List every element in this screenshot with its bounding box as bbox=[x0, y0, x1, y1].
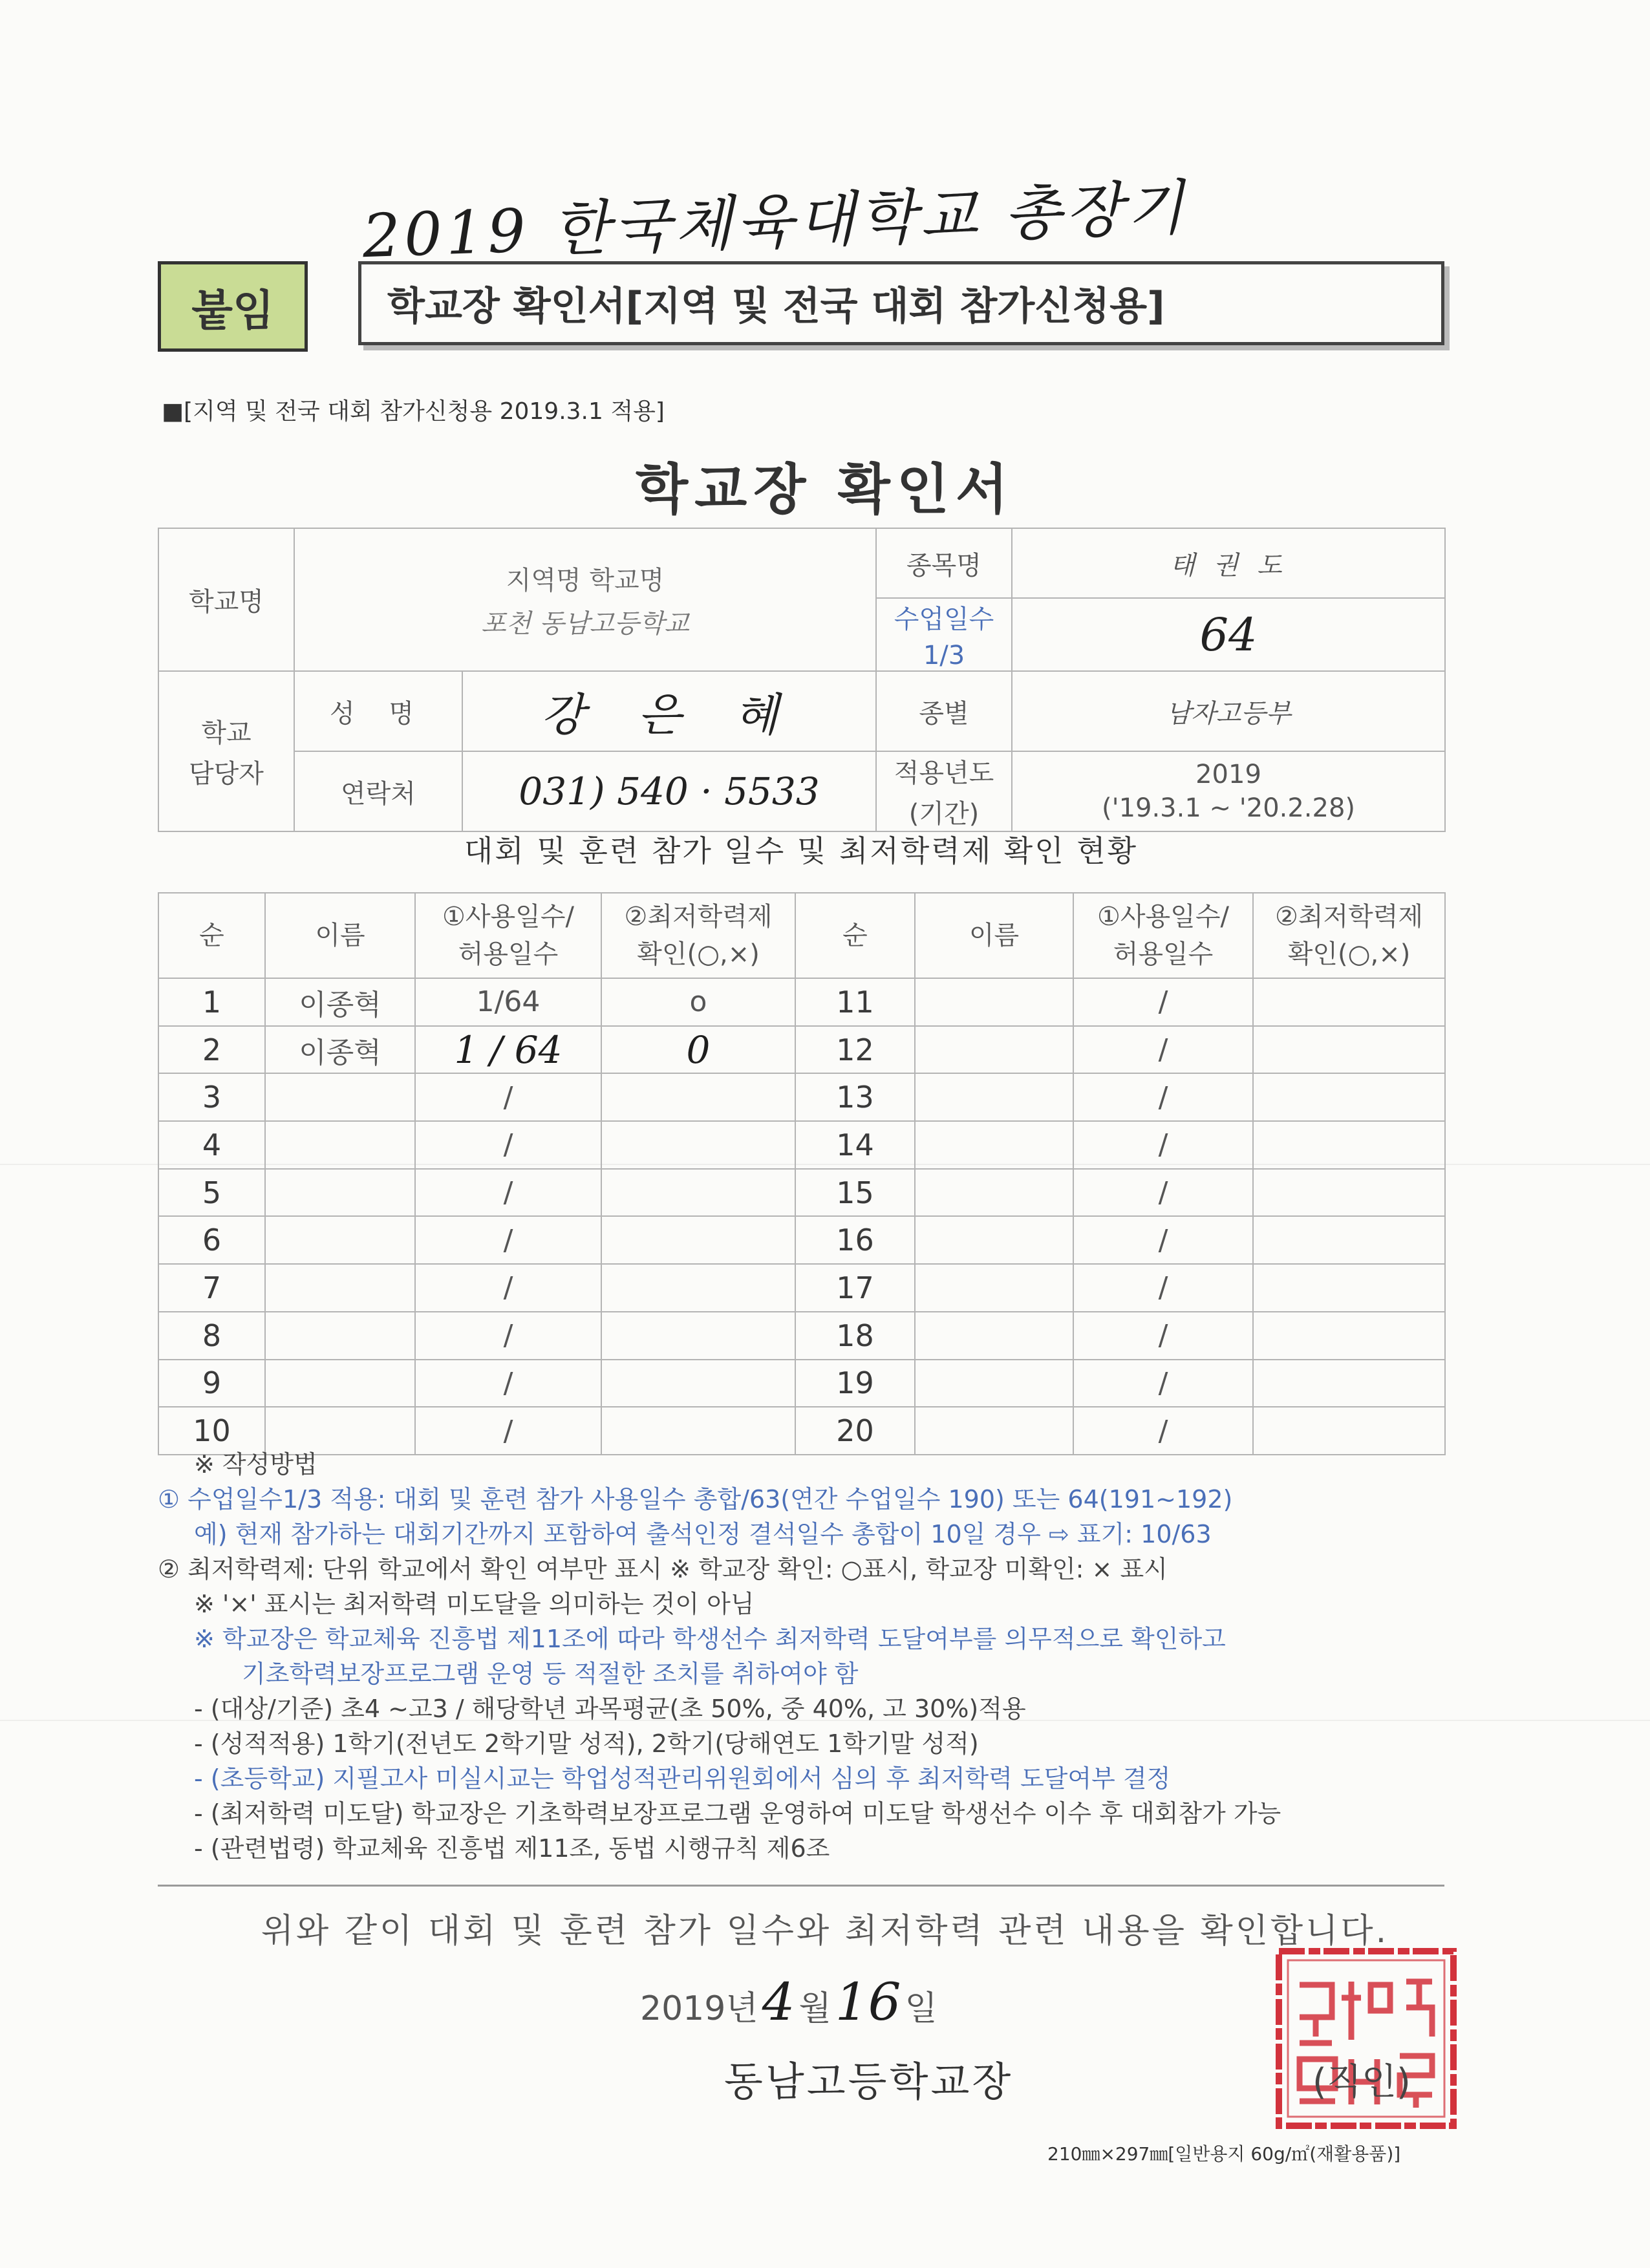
year-label-text: 적용년도 bbox=[894, 758, 994, 788]
row-used-days: / bbox=[415, 1264, 601, 1312]
handwritten-title: 2019 한국체육대학교 총장기 bbox=[361, 173, 1190, 272]
instruction-line: ※ '×' 표시는 최저학력 미도달을 의미하는 것이 아님 bbox=[194, 1590, 755, 1618]
row-used-days: / bbox=[415, 1407, 601, 1455]
principal-signature: 동남고등학교장 bbox=[724, 2058, 1014, 2105]
row-used-days: / bbox=[415, 1121, 601, 1169]
row-min-academic bbox=[1253, 1360, 1445, 1407]
school-cell bbox=[294, 528, 876, 671]
row-min-academic bbox=[601, 1169, 795, 1217]
row-seq: 5 bbox=[158, 1169, 265, 1217]
table-row bbox=[158, 1216, 1445, 1264]
manager-name-value: 강 은 혜 bbox=[462, 671, 876, 751]
row-seq: 7 bbox=[158, 1264, 265, 1312]
category-label: 종별 bbox=[876, 671, 1012, 751]
paper-spec-note: 210㎜×297㎜[일반용지 60g/㎡(재활용품)] bbox=[1047, 2143, 1401, 2165]
row-name bbox=[915, 1216, 1073, 1264]
date-year: 2019년 bbox=[640, 1989, 758, 2028]
year-cell bbox=[1012, 751, 1445, 831]
row-min-academic bbox=[1253, 1121, 1445, 1169]
row-seq: 14 bbox=[795, 1121, 915, 1169]
row-min-academic bbox=[1253, 1216, 1445, 1264]
row-min-academic bbox=[601, 1360, 795, 1407]
table-row bbox=[158, 1360, 1445, 1407]
row-name bbox=[265, 1312, 415, 1360]
row-seq: 17 bbox=[795, 1264, 915, 1312]
col-used-days-1: ①사용일수/ bbox=[442, 902, 574, 932]
row-used-days: / bbox=[415, 1360, 601, 1407]
row-seq: 3 bbox=[158, 1073, 265, 1121]
row-min-academic bbox=[601, 1216, 795, 1264]
row-seq: 19 bbox=[795, 1360, 915, 1407]
info-table bbox=[158, 528, 1446, 832]
col-used-days-2: 허용일수 bbox=[1113, 939, 1214, 969]
row-name bbox=[915, 1073, 1073, 1121]
row-min-academic bbox=[1253, 1312, 1445, 1360]
row-used-days: / bbox=[1073, 1169, 1253, 1217]
table-row bbox=[158, 1073, 1445, 1121]
instruction-line: - (초등학교) 지필고사 미실시교는 학업성적관리위원회에서 심의 후 최저학력 도달여부 결정 bbox=[194, 1764, 1171, 1793]
row-name: 이종혁 bbox=[265, 1026, 415, 1074]
col-name: 이름 bbox=[265, 893, 415, 978]
instruction-line: ② 최저학력제: 단위 학교에서 확인 여부만 표시 ※ 학교장 확인: ○표시, 학교장 미확인: × 표시 bbox=[158, 1555, 1168, 1583]
row-name bbox=[265, 1360, 415, 1407]
col-used-days bbox=[415, 893, 601, 978]
summary-title: 대회 및 훈련 참가 일수 및 최저학력제 확인 현황 bbox=[464, 833, 1139, 868]
row-used-days: / bbox=[415, 1073, 601, 1121]
row-name: 이종혁 bbox=[265, 978, 415, 1026]
table-row bbox=[158, 1026, 1445, 1074]
row-name bbox=[915, 1360, 1073, 1407]
applicability-note: ■[지역 및 전국 대회 참가신청용 2019.3.1 적용] bbox=[162, 398, 665, 425]
attachment-badge: 붙임 bbox=[158, 261, 308, 352]
school-label: 학교명 bbox=[158, 528, 294, 671]
col-name: 이름 bbox=[915, 893, 1073, 978]
row-seq: 12 bbox=[795, 1026, 915, 1074]
row-used-days: 1 / 64 bbox=[415, 1026, 601, 1074]
class-days-text: 수업일수 bbox=[894, 604, 994, 634]
row-used-days: / bbox=[1073, 1026, 1253, 1074]
page-title: 학교장 확인서 bbox=[635, 458, 1015, 521]
row-min-academic bbox=[1253, 1169, 1445, 1217]
row-seq: 18 bbox=[795, 1312, 915, 1360]
row-used-days: 1/64 bbox=[415, 978, 601, 1026]
date-day: 16 bbox=[835, 1972, 901, 2032]
row-name bbox=[915, 1026, 1073, 1074]
row-used-days: / bbox=[1073, 1264, 1253, 1312]
instruction-line: ① 수업일수1/3 적용: 대회 및 훈련 참가 사용일수 총합/63(연간 수업일수 190) 또는 64(191~192) bbox=[158, 1485, 1233, 1514]
manager-label bbox=[158, 671, 294, 831]
seal-label: (직인) bbox=[1312, 2061, 1411, 2103]
row-seq: 10 bbox=[158, 1407, 265, 1455]
row-seq: 15 bbox=[795, 1169, 915, 1217]
row-name bbox=[915, 1264, 1073, 1312]
year-label-sub: (기간) bbox=[908, 799, 980, 829]
class-days-label bbox=[876, 598, 1012, 671]
date-day-unit: 일 bbox=[905, 1989, 938, 2028]
instruction-line: - (성적적용) 1학기(전년도 2학기말 성적), 2학기(당해연도 1학기말 성적) bbox=[194, 1729, 979, 1758]
date-month: 4 bbox=[762, 1972, 795, 2032]
year-value: 2019 bbox=[1195, 760, 1261, 789]
row-used-days: / bbox=[415, 1312, 601, 1360]
event-label: 종목명 bbox=[876, 528, 1012, 598]
row-min-academic bbox=[1253, 1026, 1445, 1074]
row-min-academic: o bbox=[601, 978, 795, 1026]
col-min-academic bbox=[601, 893, 795, 978]
row-name bbox=[915, 978, 1073, 1026]
school-hint: 지역명 학교명 bbox=[506, 565, 665, 595]
row-name bbox=[915, 1312, 1073, 1360]
confirmation-statement: 위와 같이 대회 및 훈련 참가 일수와 최저학력 관련 내용을 확인합니다. bbox=[261, 1912, 1389, 1951]
row-used-days: / bbox=[1073, 978, 1253, 1026]
row-seq: 13 bbox=[795, 1073, 915, 1121]
row-used-days: / bbox=[1073, 1312, 1253, 1360]
date-line bbox=[640, 1972, 938, 2032]
instruction-line: - (관련법령) 학교체육 진흥법 제11조, 동법 시행규칙 제6조 bbox=[194, 1834, 830, 1863]
table-row bbox=[158, 1121, 1445, 1169]
table-row bbox=[158, 1169, 1445, 1217]
instruction-line: 기초학력보장프로그램 운영 등 적절한 조치를 취하여야 함 bbox=[242, 1660, 859, 1688]
name-label: 성 명 bbox=[294, 671, 462, 751]
col-min-academic bbox=[1253, 893, 1445, 978]
col-min-academic-2: 확인(○,×) bbox=[637, 939, 760, 969]
row-seq: 11 bbox=[795, 978, 915, 1026]
instructions-heading: ※ 작성방법 bbox=[194, 1450, 317, 1479]
class-days-value: 64 bbox=[1012, 598, 1445, 671]
row-name bbox=[265, 1121, 415, 1169]
contact-label: 연락처 bbox=[294, 751, 462, 831]
row-seq: 8 bbox=[158, 1312, 265, 1360]
row-name bbox=[265, 1216, 415, 1264]
row-used-days: / bbox=[415, 1216, 601, 1264]
row-used-days: / bbox=[1073, 1121, 1253, 1169]
col-used-days-2: 허용일수 bbox=[458, 939, 559, 969]
row-name bbox=[265, 1073, 415, 1121]
divider bbox=[158, 1885, 1444, 1887]
col-min-academic-2: 확인(○,×) bbox=[1287, 939, 1411, 969]
table-row bbox=[158, 1264, 1445, 1312]
row-min-academic bbox=[1253, 1264, 1445, 1312]
row-seq: 2 bbox=[158, 1026, 265, 1074]
row-name bbox=[265, 1169, 415, 1217]
row-min-academic bbox=[601, 1121, 795, 1169]
row-name bbox=[915, 1121, 1073, 1169]
col-seq: 순 bbox=[158, 893, 265, 978]
event-value: 태 권 도 bbox=[1012, 528, 1445, 598]
contact-value: 031) 540 · 5533 bbox=[462, 751, 876, 831]
row-used-days: / bbox=[1073, 1216, 1253, 1264]
instruction-line: - (최저학력 미도달) 학교장은 기초학력보장프로그램 운영하여 미도달 학생선수 이수 후 대회참가 가능 bbox=[194, 1799, 1281, 1828]
row-min-academic bbox=[601, 1073, 795, 1121]
manager-label-2: 담당자 bbox=[189, 759, 264, 789]
date-month-unit: 월 bbox=[798, 1989, 831, 2028]
row-min-academic bbox=[1253, 1073, 1445, 1121]
row-min-academic bbox=[601, 1264, 795, 1312]
category-value: 남자고등부 bbox=[1012, 671, 1445, 751]
col-seq: 순 bbox=[795, 893, 915, 978]
instruction-line: 예) 현재 참가하는 대회기간까지 포함하여 출석인정 결석일수 총합이 10일 경우 ⇨ 표기: 10/63 bbox=[194, 1520, 1212, 1548]
col-min-academic-1: ②최저학력제 bbox=[1274, 902, 1424, 932]
row-seq: 4 bbox=[158, 1121, 265, 1169]
year-range: ('19.3.1 ~ '20.2.28) bbox=[1101, 793, 1356, 823]
col-used-days-1: ①사용일수/ bbox=[1097, 902, 1229, 932]
table-row bbox=[158, 1312, 1445, 1360]
participants-table bbox=[158, 892, 1446, 1455]
row-used-days: / bbox=[415, 1169, 601, 1217]
col-min-academic-1: ②최저학력제 bbox=[624, 902, 773, 932]
row-seq: 9 bbox=[158, 1360, 265, 1407]
row-seq: 6 bbox=[158, 1216, 265, 1264]
row-name bbox=[915, 1169, 1073, 1217]
instruction-line: - (대상/기준) 초4 ~고3 / 해당학년 과목평균(초 50%, 중 40%, 고 30%)적용 bbox=[194, 1695, 1026, 1723]
row-name bbox=[265, 1264, 415, 1312]
year-label bbox=[876, 751, 1012, 831]
school-value: 포천 동남고등학교 bbox=[481, 608, 689, 639]
instruction-line: ※ 학교장은 학교체육 진흥법 제11조에 따라 학생선수 최저학력 도달여부를 의무적으로 확인하고 bbox=[194, 1625, 1226, 1653]
header-title: 학교장 확인서[지역 및 전국 대회 참가신청용] bbox=[358, 261, 1444, 345]
col-used-days bbox=[1073, 893, 1253, 978]
row-min-academic bbox=[1253, 978, 1445, 1026]
row-min-academic bbox=[601, 1312, 795, 1360]
instructions bbox=[158, 1447, 1464, 1866]
manager-label-1: 학교 bbox=[201, 718, 252, 748]
table-row bbox=[158, 978, 1445, 1026]
class-days-fraction: 1/3 bbox=[923, 641, 965, 670]
row-seq: 16 bbox=[795, 1216, 915, 1264]
row-used-days: / bbox=[1073, 1407, 1253, 1455]
row-seq: 1 bbox=[158, 978, 265, 1026]
row-min-academic: 0 bbox=[601, 1026, 795, 1074]
row-used-days: / bbox=[1073, 1073, 1253, 1121]
row-used-days: / bbox=[1073, 1360, 1253, 1407]
row-seq: 20 bbox=[795, 1407, 915, 1455]
